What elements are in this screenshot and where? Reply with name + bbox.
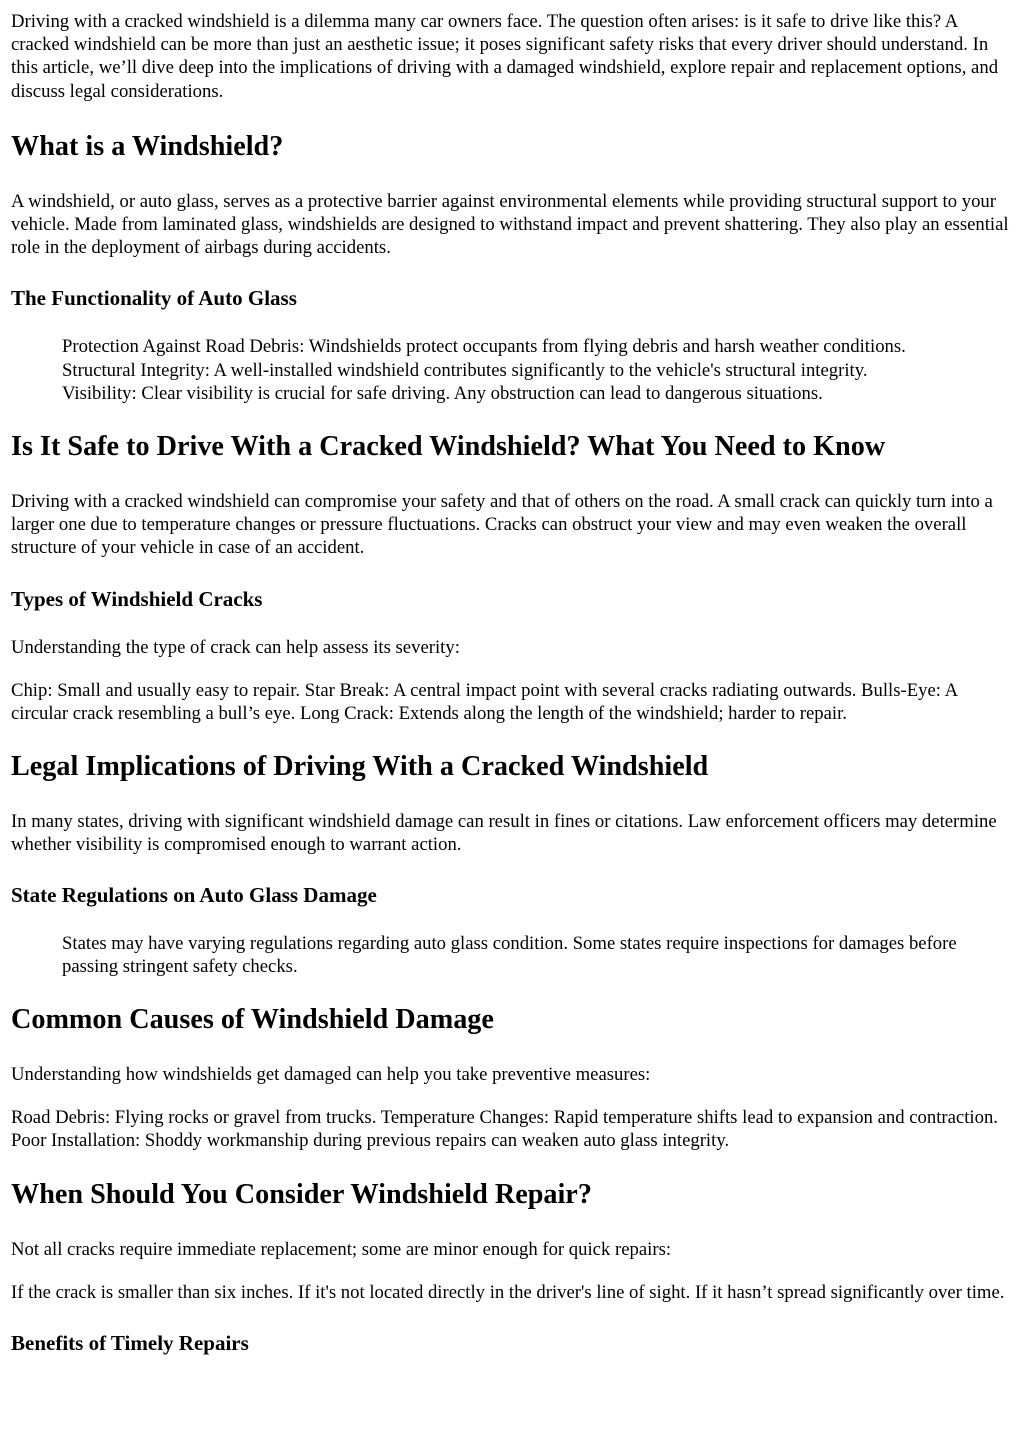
list-item: Visibility: Clear visibility is crucial for safe driving. Any obstruction can lead to dangerous situations. (62, 382, 823, 404)
heading-common-causes: Common Causes of Windshield Damage (11, 1004, 494, 1036)
heading-functionality: The Functionality of Auto Glass (11, 286, 297, 311)
heading-benefits-timely-repairs: Benefits of Timely Repairs (11, 1331, 249, 1356)
heading-when-repair: When Should You Consider Windshield Repair? (11, 1178, 592, 1210)
functionality-list (11, 335, 1014, 405)
causes-intro-paragraph: Understanding how windshields get damaged can help you take preventive measures: (11, 1064, 651, 1086)
state-regulations-block (11, 932, 1014, 978)
heading-is-it-safe: Is It Safe to Drive With a Cracked Windshield? What You Need to Know (11, 431, 886, 463)
list-item: Structural Integrity: A well-installed windshield contributes significantly to the vehicle's structural integrity. (62, 359, 868, 381)
intro-paragraph: Driving with a cracked windshield is a dilemma many car owners face. The question often arises: is it safe to drive like this? A cracked windshield can be more than just an aesthetic issue; it poses significant safety risks that every driver should understand. In this article, we’ll dive deep into the implications of driving with a damaged windshield, explore repair and replacement options, and discuss legal considerations. (11, 11, 999, 102)
state-regulations-paragraph: States may have varying regulations regarding auto glass condition. Some states require inspections for damages before passing stringent safety checks. (62, 932, 957, 977)
heading-what-is-windshield: What is a Windshield? (11, 130, 284, 162)
heading-types-of-cracks: Types of Windshield Cracks (11, 586, 263, 611)
list-item: Protection Against Road Debris: Windshields protect occupants from flying debris and harsh weather conditions. (62, 336, 906, 358)
types-intro-paragraph: Understanding the type of crack can help assess its severity: (11, 636, 460, 658)
what-is-windshield-paragraph: A windshield, or auto glass, serves as a protective barrier against environmental elements while providing structural support to your vehicle. Made from laminated glass, windshields are designed to withstand impact and prevent shattering. They also play an essential role in the deployment of airbags during accidents. (11, 190, 1009, 259)
repair-list-paragraph: If the crack is smaller than six inches. If it's not located directly in the driver's line of sight. If it hasn’t spread significantly over time. (11, 1281, 1005, 1303)
repair-intro-paragraph: Not all cracks require immediate replacement; some are minor enough for quick repairs: (11, 1238, 672, 1260)
types-list-paragraph: Chip: Small and usually easy to repair. Star Break: A central impact point with several cracks radiating outwards. Bulls-Eye: A circular crack resembling a bull’s eye. Long Crack: Extends along the length of the windshield; harder to repair. (11, 679, 958, 725)
article (0, 10, 1024, 1356)
legal-paragraph: In many states, driving with significant windshield damage can result in fines or citations. Law enforcement officers may determine whether visibility is compromised enough to warrant action. (11, 811, 997, 856)
causes-list-paragraph: Road Debris: Flying rocks or gravel from trucks. Temperature Changes: Rapid temperature shifts lead to expansion and contraction. Poor Installation: Shoddy workmanship during previous repairs can weaken auto glass integrity. (11, 1107, 998, 1152)
is-it-safe-paragraph: Driving with a cracked windshield can compromise your safety and that of others on the road. A small crack can quickly turn into a larger one due to temperature changes or pressure fluctuations. Cracks can obstruct your view and may even weaken the overall structure of your vehicle in case of an accident. (11, 491, 993, 559)
heading-legal-implications: Legal Implications of Driving With a Cracked Windshield (11, 751, 709, 783)
heading-state-regulations: State Regulations on Auto Glass Damage (11, 882, 377, 907)
